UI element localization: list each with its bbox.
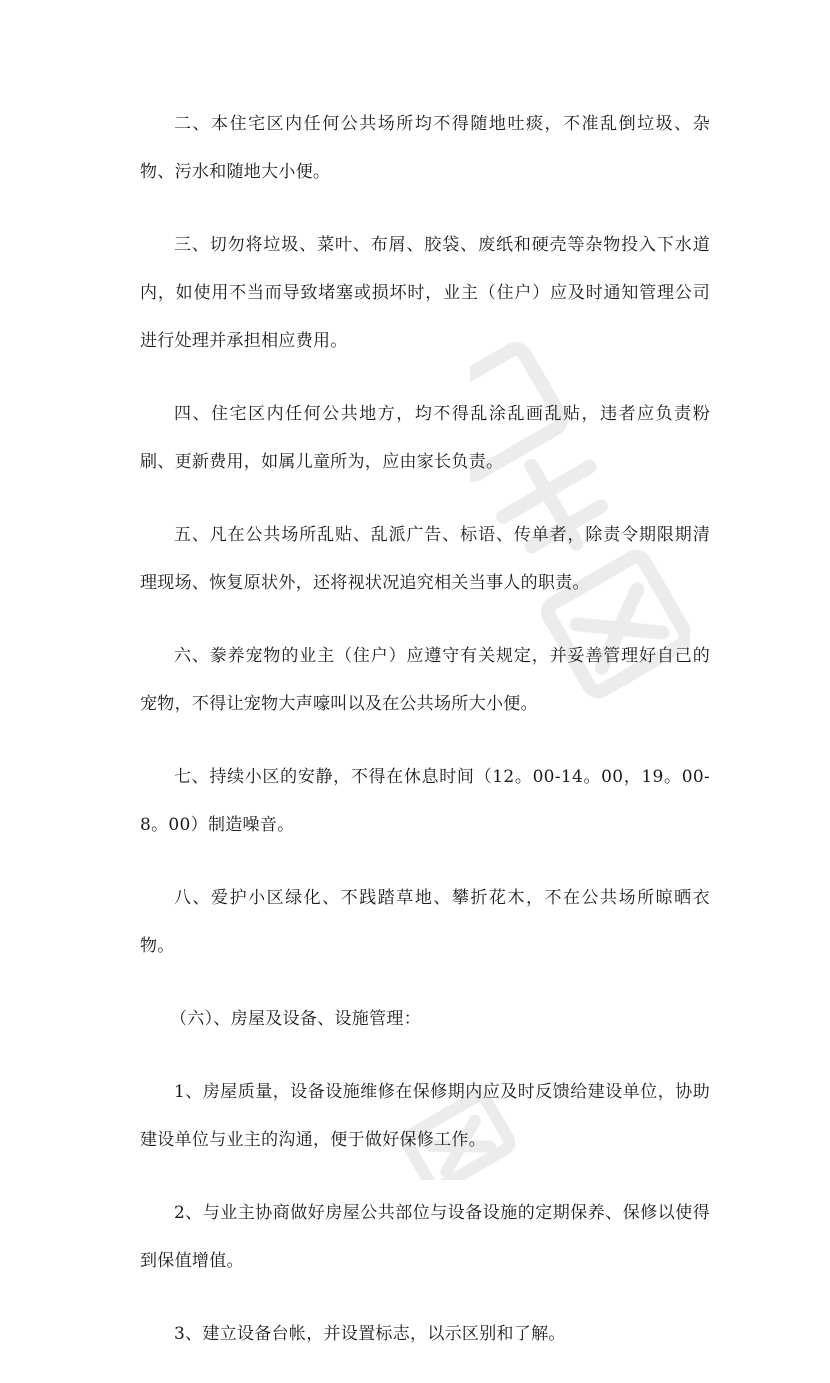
section-heading: （六）、房屋及设备、设施管理：: [170, 1009, 421, 1029]
document-body: [140, 100, 710, 1383]
paragraph-rule-3: 三、切勿将垃圾、菜叶、布屑、胶袋、废纸和硬壳等杂物投入下水道内，如使用不当而导致堵塞或损坏时，业主（住户）应及时通知管理公司进行处理并承担相应费用。: [140, 235, 710, 351]
paragraph-rule-4: 四、住宅区内任何公共地方，均不得乱涂乱画乱贴，违者应负责粉刷、更新费用，如属儿童所为，应由家长负责。: [140, 404, 710, 472]
paragraph-rule-6: 六、豢养宠物的业主（住户）应遵守有关规定，并妥善管理好自己的宠物，不得让宠物大声嚎叫以及在公共场所大小便。: [140, 646, 710, 714]
paragraph-rule-7: 七、持续小区的安静，不得在休息时间（12。00-14。00，19。00-8。00）制造噪音。: [140, 767, 710, 835]
list-item-2: 2、与业主协商做好房屋公共部位与设备设施的定期保养、保修以使得到保值增值。: [140, 1203, 710, 1271]
paragraph-rule-8: 八、爱护小区绿化、不践踏草地、攀折花木，不在公共场所晾晒衣物。: [140, 888, 710, 956]
list-item-1: 1、房屋质量，设备设施维修在保修期内应及时反馈给建设单位，协助建设单位与业主的沟通，便于做好保修工作。: [140, 1082, 710, 1150]
list-item-3: 3、建立设备台帐，并设置标志，以示区别和了解。: [174, 1324, 566, 1344]
paragraph-rule-5: 五、凡在公共场所乱贴、乱派广告、标语、传单者，除责令期限期清理现场、恢复原状外，还将视状况追究相关当事人的职责。: [140, 525, 710, 593]
paragraph-rule-2: 二、本住宅区内任何公共场所均不得随地吐痰，不准乱倒垃圾、杂物、污水和随地大小便。: [140, 114, 710, 182]
